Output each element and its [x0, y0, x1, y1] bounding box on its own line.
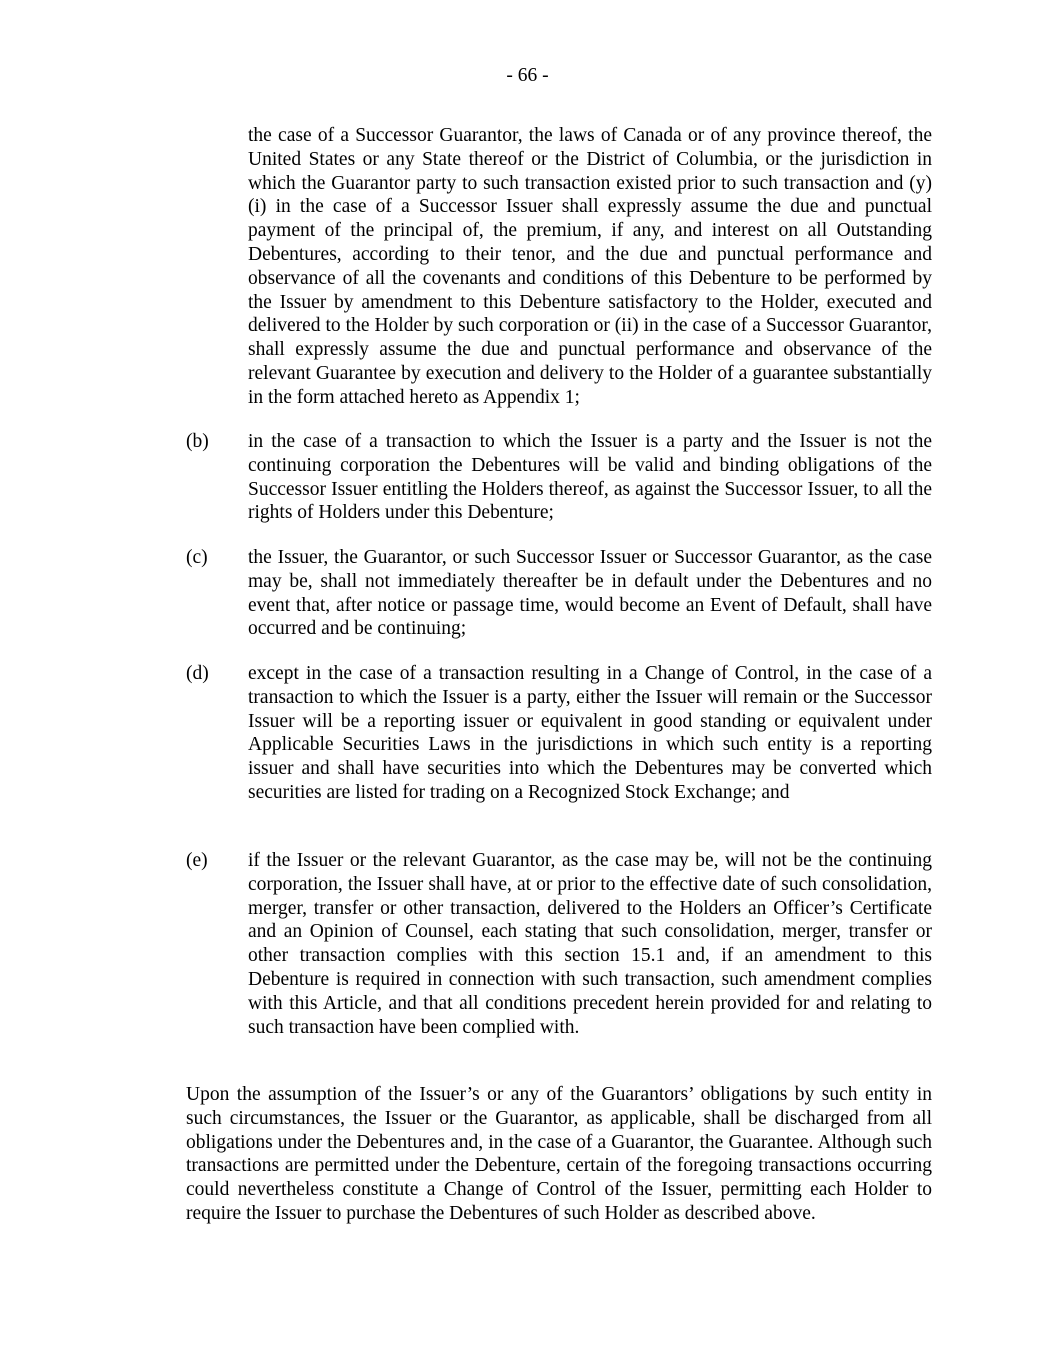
closing-paragraph: Upon the assumption of the Issuer’s or any of the Guarantors’ obligations by such entity in such circumstances, the Issuer or the Guarantor, as applicable, shall be discharged from all obligations under the Debentures and, in the case of a Guarantor, the Guarantee. Although such transactions are permitted under the Debenture, certain of the foregoing transactions occurring could nevertheless constitute a Change of Control of the Issuer, permitting each Holder to require the Issuer to purchase the Debentures of such Holder as described above. — [186, 1084, 932, 1224]
clause-d — [186, 662, 932, 805]
clause-label: (e) — [186, 850, 208, 871]
clause-label: (d) — [186, 663, 209, 684]
clause-text: except in the case of a transaction resulting in a Change of Control, in the case of a transaction to which the Issuer is a party, either the Issuer will remain or the Successor Issuer will be a reporting issuer or equivalent in good standing or equivalent under Applicable Securities Laws in the jurisdictions in which such entity is a reporting issuer and shall have securities into which the Debentures may be converted which securities are listed for trading on a Recognized Stock Exchange; and — [248, 663, 932, 803]
clause-text: in the case of a transaction to which the Issuer is a party and the Issuer is not the continuing corporation the Debentures will be valid and binding obligations of the Successor Issuer entitling the Holders thereof, as against the Successor Issuer, to all the rights of Holders under this Debenture; — [248, 431, 932, 524]
clause-label: (b) — [186, 431, 209, 452]
clause-c — [186, 546, 932, 641]
clause-text: the Issuer, the Guarantor, or such Successor Issuer or Successor Guarantor, as the case may be, shall not immediately thereafter be in default under the Debentures and no event that, after notice or passage time, would become an Event of Default, shall have occurred and be continuing; — [248, 547, 932, 640]
page-number: - 66 - — [506, 65, 549, 86]
clause-text: if the Issuer or the relevant Guarantor, as the case may be, will not be the continuing corporation, the Issuer shall have, at or prior to the effective date of such consolidation, merger, transfer or other transaction, delivered to the Holders an Officer’s Certificate and an Opinion of Counsel, each stating that such consolidation, merger, transfer or other transaction complies with this section 15.1 and, if an amendment to this Debenture is required in connection with such transaction, such amendment complies with this Article, and that all conditions precedent herein provided for and relating to such transaction have been complied with. — [248, 850, 932, 1038]
clause-b — [186, 430, 932, 525]
clause-label: (c) — [186, 547, 208, 568]
continuation-paragraph: the case of a Successor Guarantor, the laws of Canada or of any province thereof, the United States or any State thereof or the District of Columbia, or the jurisdiction in which the Guarantor party to such transaction existed prior to such transaction and (y) (i) in the case of a Successor Issuer shall expressly assume the due and punctual payment of the principal of, the premium, if any, and interest on all Outstanding Debentures, according to their tenor, and the due and punctual performance and observance of all the covenants and conditions of this Debenture to be performed by the Issuer by amendment to this Debenture satisfactory to the Holder, executed and delivered to the Holder by such corporation or (ii) in the case of a Successor Guarantor, shall expressly assume the due and punctual performance and observance of the relevant Guarantee by execution and delivery to the Holder of a guarantee substantially in the form attached hereto as Appendix 1; — [248, 125, 932, 408]
clause-e — [186, 849, 932, 1039]
